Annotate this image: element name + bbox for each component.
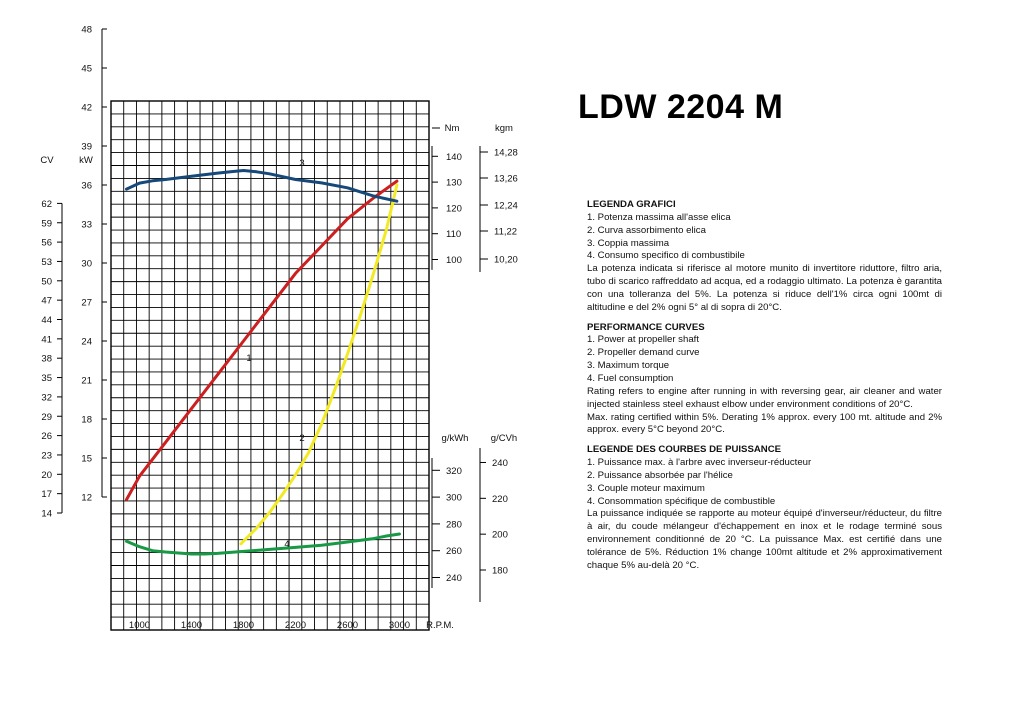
cv-tick-label: 38: [41, 353, 52, 365]
legend-item: 4. Consommation spécifique de combustible: [587, 495, 776, 507]
cv-tick-label: 47: [41, 295, 52, 307]
nm-tick-label: 100: [446, 255, 462, 266]
gkwh-axis-title: g/kWh: [441, 433, 469, 444]
cv-tick-label: 35: [41, 373, 52, 385]
cv-tick-label: 32: [41, 392, 52, 404]
kw-tick-label: 18: [81, 414, 92, 426]
x-tick-label: 2200: [284, 620, 307, 631]
kw-tick-label: 39: [81, 141, 92, 153]
kw-tick-label: 24: [81, 336, 92, 348]
legend-paragraph: Rating refers to engine after running in with reversing gear, air cleaner and water injected stainless steel exhaust elbow under environment conditions of 20°C.: [587, 385, 942, 410]
legend-item: 2. Propeller demand curve: [587, 347, 700, 359]
legend-item: 3. Coppia massima: [587, 237, 670, 249]
gkwh-tick-label: 260: [446, 546, 462, 558]
kw-axis-title: kW: [79, 155, 93, 166]
kw-tick-label: 15: [81, 453, 92, 465]
cv-tick-label: 50: [41, 276, 52, 288]
gkwh-tick-label: 280: [446, 519, 462, 531]
kw-tick-label: 30: [81, 258, 92, 270]
cv-tick-label: 56: [41, 237, 52, 249]
engine-model-title: LDW 2204 M: [578, 88, 784, 126]
gkwh-tick-label: 320: [446, 465, 462, 477]
kw-tick-label: 21: [81, 375, 92, 387]
curve-label: 3: [299, 158, 305, 169]
gkwh-tick-label: 300: [446, 492, 462, 504]
nm-tick-label: 110: [446, 229, 462, 241]
legend-item: 3. Maximum torque: [587, 360, 670, 372]
legend-panel: [587, 199, 942, 580]
legend-section-french: [587, 444, 942, 572]
gkwh-tick-label: 240: [446, 573, 462, 584]
legend-item: 4. Fuel consumption: [587, 372, 674, 384]
x-tick-label: 1000: [128, 620, 151, 631]
cv-tick-label: 17: [41, 489, 52, 501]
kgm-tick-label: 14,28: [494, 147, 518, 159]
gcvh-tick-label: 240: [492, 457, 508, 469]
cv-tick-label: 41: [41, 334, 52, 346]
cv-tick-label: 20: [41, 469, 52, 481]
legend-item: 2. Puissance absorbée par l'hélice: [587, 469, 733, 481]
legend-item: 3. Couple moteur maximum: [587, 482, 705, 494]
kw-tick-label: 27: [81, 297, 92, 309]
legend-section-italian: [587, 199, 942, 315]
kgm-axis-title: kgm: [495, 123, 513, 134]
cv-tick-label: 53: [41, 256, 52, 268]
gcvh-tick-label: 200: [492, 529, 508, 541]
legend-paragraph: La puissance indiquée se rapporte au moteur équipé d'inverseur/réducteur, du filtre à air, du coude mélangeur d'échappement en inox et le rodage terminé sous environnement conditionné de 20 °C. La puissance Max. est certifié dans une tolérance de 5%. Réduction 1% change 100mt altitude et 2% approximativement chaque 5% au-delà 20 °C.: [587, 508, 942, 571]
curve-2: [241, 185, 397, 544]
kgm-tick-label: 13,26: [494, 173, 518, 185]
kgm-tick-label: 11,22: [494, 226, 518, 238]
kw-tick-label: 36: [81, 180, 92, 192]
legend-item: 1. Potenza massima all'asse elica: [587, 211, 731, 223]
legend-heading: PERFORMANCE CURVES: [587, 321, 705, 333]
cv-axis-title: CV: [40, 155, 54, 166]
chart-axes: [57, 29, 488, 602]
legend-item: 1. Power at propeller shaft: [587, 334, 699, 346]
curve-3: [127, 171, 397, 202]
gcvh-axis-title: g/CVh: [490, 433, 518, 444]
legend-paragraph: Max. rating certified within 5%. Derating 1% approx. every 100 mt. altitude and 2% approx. every 5°C beyond 20°C.: [587, 411, 942, 436]
x-tick-label: 1800: [232, 620, 255, 631]
cv-tick-label: 59: [41, 218, 52, 230]
curve-label: 2: [299, 433, 305, 444]
kw-tick-label: 33: [81, 219, 92, 231]
nm-tick-label: 130: [446, 177, 462, 189]
nm-tick-label: 120: [446, 203, 462, 215]
legend-section-english: [587, 322, 942, 438]
cv-tick-label: 14: [41, 508, 52, 520]
legend-item: 4. Consumo specifico di combustibile: [587, 250, 745, 262]
kw-tick-label: 42: [81, 102, 92, 114]
cv-tick-label: 26: [41, 431, 52, 443]
legend-item: 1. Puissance max. à l'arbre avec inverseur-réducteur: [587, 457, 812, 469]
cv-tick-label: 29: [41, 411, 52, 423]
x-axis-label: R.P.M.: [426, 620, 454, 631]
curve-4: [127, 534, 400, 554]
curve-1: [127, 181, 397, 500]
legend-item: 2. Curva assorbimento elica: [587, 224, 706, 236]
kw-tick-label: 12: [81, 492, 92, 504]
kw-tick-label: 48: [81, 24, 92, 36]
legend-heading: LEGENDA GRAFICI: [587, 199, 676, 210]
legend-paragraph: La potenza indicata si riferisce al motore munito di invertitore riduttore, filtro aria, tubo di scarico raffreddato ad acqua, ed a rodaggio ultimato. La potenza è garantita con una tolleranza del 5%. La potenza si riduce dell'1% circa ogni 100mt di altitudine e del 2% ogni 5° al di sopra di 20°C.: [587, 263, 942, 313]
gcvh-tick-label: 180: [492, 565, 508, 577]
cv-tick-label: 23: [41, 450, 52, 462]
curve-label: 4: [284, 539, 290, 550]
x-tick-label: 2600: [336, 620, 359, 631]
kgm-tick-label: 10,20: [494, 254, 518, 266]
kw-tick-label: 45: [81, 63, 92, 75]
curve-label: 1: [246, 353, 252, 364]
cv-tick-label: 44: [41, 315, 52, 326]
cv-tick-label: 62: [41, 198, 52, 210]
kgm-tick-label: 12,24: [494, 200, 518, 212]
nm-axis-title: Nm: [444, 123, 460, 134]
x-tick-label: 1400: [180, 620, 203, 631]
legend-heading: LEGENDE DES COURBES DE PUISSANCE: [587, 444, 782, 456]
x-tick-label: 3000: [388, 620, 411, 631]
gcvh-tick-label: 220: [492, 493, 508, 505]
nm-tick-label: 140: [446, 151, 462, 163]
chart-curves: [127, 171, 400, 555]
